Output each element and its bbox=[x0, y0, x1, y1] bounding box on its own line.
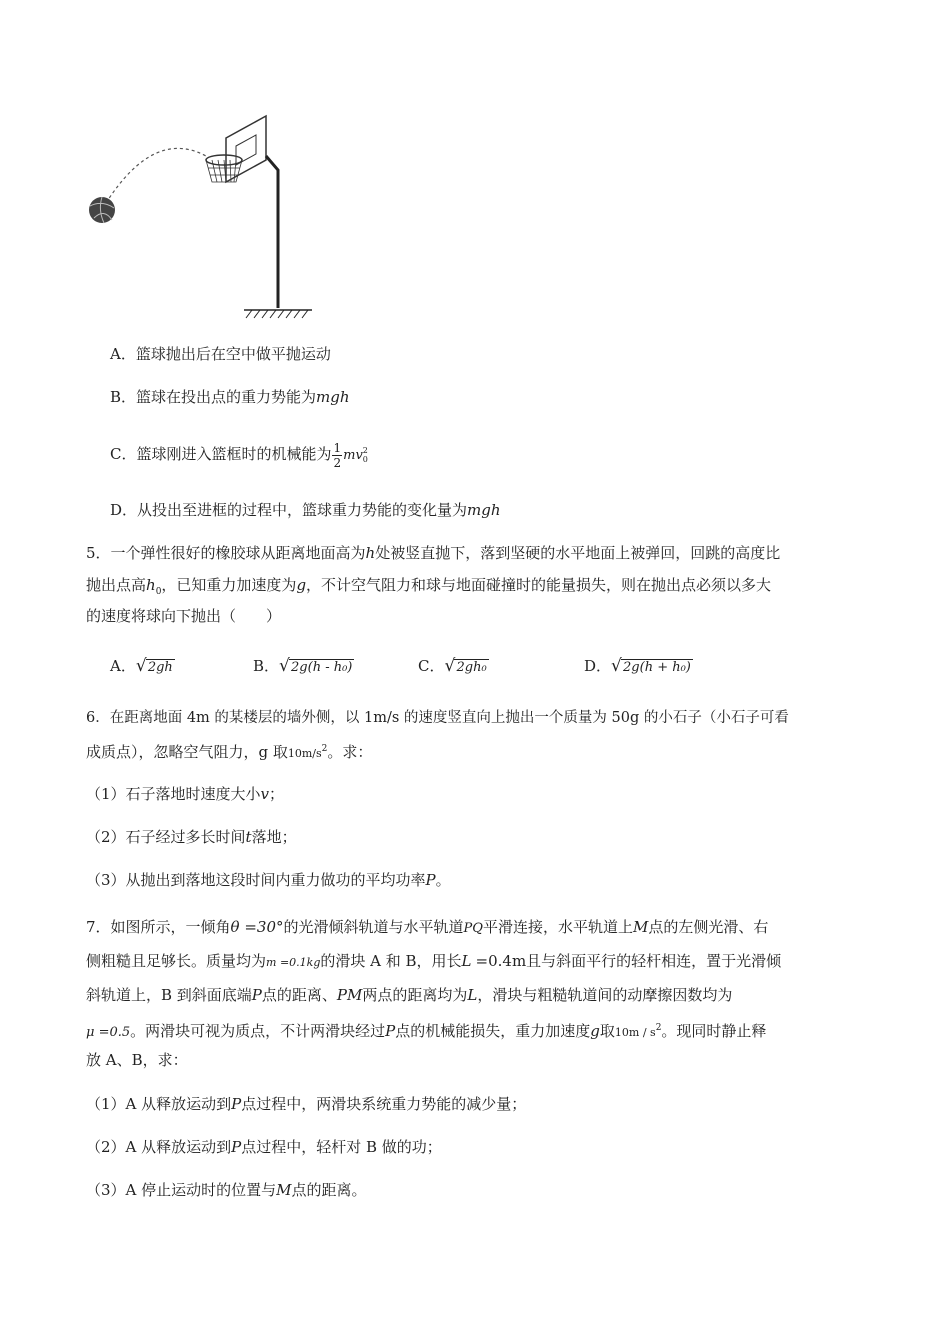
q5-option-a bbox=[110, 655, 175, 679]
text: 5．一个弹性很好的橡胶球从距离地面高为 bbox=[86, 544, 366, 562]
option-label: B． bbox=[253, 657, 280, 675]
sqrt-expression: √ 2gh bbox=[135, 656, 173, 676]
q6-sub-3 bbox=[86, 869, 451, 891]
radicand: 2g(h + h₀) bbox=[623, 660, 691, 675]
text: （1）石子落地时速度大小 bbox=[86, 785, 261, 803]
q4-option-b bbox=[110, 386, 350, 408]
backboard bbox=[226, 116, 266, 182]
variable: P bbox=[251, 986, 262, 1004]
text: 的光滑倾斜轨道与水平轨道 bbox=[283, 918, 464, 936]
q7-line-3 bbox=[86, 984, 732, 1006]
option-label: C． bbox=[418, 657, 445, 675]
q5-option-c bbox=[418, 655, 489, 679]
sub-sup bbox=[363, 446, 368, 464]
option-text: C．篮球刚进入篮框时的机械能为 bbox=[110, 445, 332, 463]
math-expression: mgh bbox=[467, 501, 501, 519]
math-expression: mv bbox=[343, 448, 363, 463]
text: 处被竖直抛下，落到坚硬的水平地面上被弹回，回跳的高度比 bbox=[375, 544, 781, 562]
variable: P bbox=[385, 1022, 396, 1040]
q6-sub-2 bbox=[86, 826, 297, 848]
superscript: 2 bbox=[321, 744, 328, 754]
math-expression: μ =0.5 bbox=[86, 1025, 131, 1040]
text: 点过程中，轻杆对 B 做的功； bbox=[241, 1138, 442, 1156]
q5-line-2 bbox=[86, 574, 771, 603]
q5-option-b bbox=[253, 655, 354, 679]
text: ，滑块与粗糙轨道间的动摩擦因数均为 bbox=[477, 986, 733, 1004]
text: （3）从抛出到落地这段时间内重力做功的平均功率 bbox=[86, 871, 426, 889]
q4-option-a bbox=[110, 343, 331, 365]
variable: g bbox=[296, 576, 307, 594]
option-label: D． bbox=[584, 657, 612, 675]
basketball-icon bbox=[89, 197, 115, 223]
q7-sub-1 bbox=[86, 1093, 526, 1115]
variable: h bbox=[365, 544, 376, 562]
text: 两点的距离均为 bbox=[362, 986, 468, 1004]
q4-option-c bbox=[110, 436, 368, 472]
variable: M bbox=[276, 1181, 292, 1199]
fraction-denominator: 2 bbox=[333, 455, 342, 470]
fraction-numerator: 1 bbox=[333, 440, 342, 455]
sqrt-expression: √ 2gh₀ bbox=[444, 656, 487, 676]
q7-sub-2 bbox=[86, 1136, 442, 1158]
pole bbox=[266, 156, 278, 308]
q7-line-1 bbox=[86, 916, 768, 940]
q5-line-3 bbox=[86, 605, 281, 627]
text: 。两滑块可视为质点，不计两滑块经过 bbox=[130, 1022, 386, 1040]
text: 平滑连接，水平轨道上 bbox=[482, 918, 633, 936]
text: 抛出点高 bbox=[86, 576, 147, 594]
unit: 10m/s bbox=[287, 747, 322, 760]
sqrt-expression: √ 2g(h + h₀) bbox=[611, 656, 691, 676]
text: 斜轨道上，B 到斜面底端 bbox=[86, 986, 252, 1004]
radicand: 2g(h - h₀) bbox=[291, 660, 353, 675]
radicand: 2gh₀ bbox=[456, 660, 487, 675]
text: 7．如图所示，一倾角 bbox=[86, 918, 231, 936]
variable: t bbox=[245, 828, 252, 846]
text: 成质点），忽略空气阻力，g 取 bbox=[86, 743, 288, 761]
subscript: 0 bbox=[362, 455, 368, 464]
variable: M bbox=[632, 918, 649, 936]
q7-sub-3 bbox=[86, 1179, 367, 1201]
text: 。 bbox=[435, 871, 451, 889]
superscript: 2 bbox=[362, 446, 368, 455]
unit: 10m / s bbox=[614, 1026, 656, 1039]
option-label: A． bbox=[110, 657, 136, 675]
text: 的速度将球向下抛出（ ） bbox=[86, 607, 282, 625]
text: ，已知重力加速度为 bbox=[161, 576, 297, 594]
math-expression: m =0.1kg bbox=[266, 956, 321, 969]
text: （2）石子经过多长时间 bbox=[86, 828, 246, 846]
text: 点的距离、 bbox=[261, 986, 337, 1004]
q6-line-2 bbox=[86, 738, 372, 765]
value: =0.4m bbox=[475, 952, 527, 970]
text: 点的距离。 bbox=[291, 1181, 367, 1199]
subscript: 0 bbox=[155, 587, 162, 597]
sqrt-expression: √ 2g(h - h₀) bbox=[279, 656, 353, 676]
radicand: 2gh bbox=[147, 660, 173, 675]
text: 点的机械能损失，重力加速度 bbox=[395, 1022, 591, 1040]
text: 的滑块 A 和 B，用长 bbox=[320, 952, 462, 970]
math-expression: mgh bbox=[316, 388, 350, 406]
text: 取 bbox=[599, 1022, 615, 1040]
text: 。求： bbox=[327, 743, 373, 761]
trajectory-path bbox=[106, 148, 206, 203]
text: （3）A 停止运动时的位置与 bbox=[86, 1181, 277, 1199]
q7-line-2 bbox=[86, 950, 781, 974]
option-text: A．篮球抛出后在空中做平抛运动 bbox=[110, 345, 331, 363]
option-text: B．篮球在投出点的重力势能为 bbox=[110, 388, 317, 406]
variable: v bbox=[260, 785, 270, 803]
variable: P bbox=[231, 1138, 242, 1156]
variable: P bbox=[231, 1095, 242, 1113]
variable: L bbox=[461, 952, 472, 970]
q6-sub-1 bbox=[86, 783, 284, 805]
text: 侧粗糙且足够长。质量均为 bbox=[86, 952, 267, 970]
text: 点过程中，两滑块系统重力势能的减少量； bbox=[241, 1095, 527, 1113]
q6-line-1 bbox=[86, 707, 789, 729]
text: 落地； bbox=[251, 828, 297, 846]
text: 。现同时静止释 bbox=[661, 1022, 767, 1040]
variable: g bbox=[590, 1022, 600, 1040]
math-expression: PM bbox=[336, 986, 363, 1004]
basketball-figure bbox=[84, 108, 324, 328]
variable: h bbox=[146, 576, 156, 594]
fraction bbox=[332, 441, 342, 470]
text: 放 A、B，求： bbox=[86, 1051, 188, 1069]
variable: L bbox=[467, 986, 478, 1004]
text: （2）A 从释放运动到 bbox=[86, 1138, 232, 1156]
text: ； bbox=[269, 785, 285, 803]
text: 点的左侧光滑、右 bbox=[648, 918, 769, 936]
variable: P bbox=[425, 871, 436, 889]
text: 6．在距离地面 4m 的某楼层的墙外侧，以 1m/s 的速度竖直向上抛出一个质量为 50g 的小石子（小石子可看 bbox=[86, 710, 789, 726]
math-expression: PQ bbox=[463, 921, 483, 936]
q5-option-d bbox=[584, 655, 693, 679]
math-expression: θ =30° bbox=[230, 918, 284, 936]
q5-line-1 bbox=[86, 542, 780, 564]
text: （1）A 从释放运动到 bbox=[86, 1095, 232, 1113]
superscript: 2 bbox=[655, 1023, 662, 1033]
q4-option-d bbox=[110, 499, 501, 521]
q7-line-4 bbox=[86, 1017, 766, 1044]
option-text: D．从投出至进框的过程中，篮球重力势能的变化量为 bbox=[110, 501, 468, 519]
text: ，不计空气阻力和球与地面碰撞时的能量损失，则在抛出点必须以多大 bbox=[306, 576, 772, 594]
text: 且与斜面平行的轻杆相连，置于光滑倾 bbox=[526, 952, 782, 970]
q7-line-5 bbox=[86, 1049, 188, 1071]
